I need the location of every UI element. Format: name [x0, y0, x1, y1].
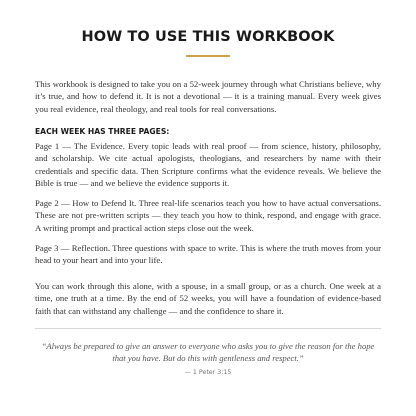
- scripture-quote: “Always be prepared to give an answer to everyone who asks you to give the reason for the hope that you have. But do this with gentleness and respect.”: [41, 341, 375, 364]
- page-title: HOW TO USE THIS WORKBOOK: [81, 29, 335, 45]
- title-accent-rule: [186, 55, 230, 57]
- section-heading: EACH WEEK HAS THREE PAGES:: [35, 127, 170, 136]
- intro-paragraph: This workbook is designed to take you on a 52-week journey through what Christians believe, why it’s true, and how to defend it. It is not a devotional — it is a training manual. Every week gives you real evidence, real theology, and real tools for real conversations.: [35, 79, 381, 114]
- outro-paragraph: You can work through this alone, with a spouse, in a small group, or as a church. One week at a time, one truth at a time. By the end of 52 weeks, you will have a foundation of evidence-based faith that can withstand any challenge — and the confidence to share it.: [35, 281, 381, 316]
- scripture-reference: — 1 Peter 3:15: [184, 369, 232, 376]
- page-3-description: Page 3 — Reflection. Three questions with space to write. This is where the truth moves from your head to your heart and into your life.: [35, 243, 381, 266]
- page-2-description: Page 2 — How to Defend It. Three real-life scenarios teach you how to have actual conversations. These are not pre-written scripts — they teach you how to think, respond, and engage with grace. A writing prompt and practical action steps close out the week.: [35, 198, 381, 233]
- section-divider: [35, 328, 381, 329]
- page-1-description: Page 1 — The Evidence. Every topic leads with real proof — from science, history, philosophy, and scholarship. We cite actual apologists, theologians, and researchers by name with their credentials and specific data. Then Scripture confirms what the evidence reveals. We believe the Bible is true — and we believe the evidence supports it.: [35, 141, 381, 188]
